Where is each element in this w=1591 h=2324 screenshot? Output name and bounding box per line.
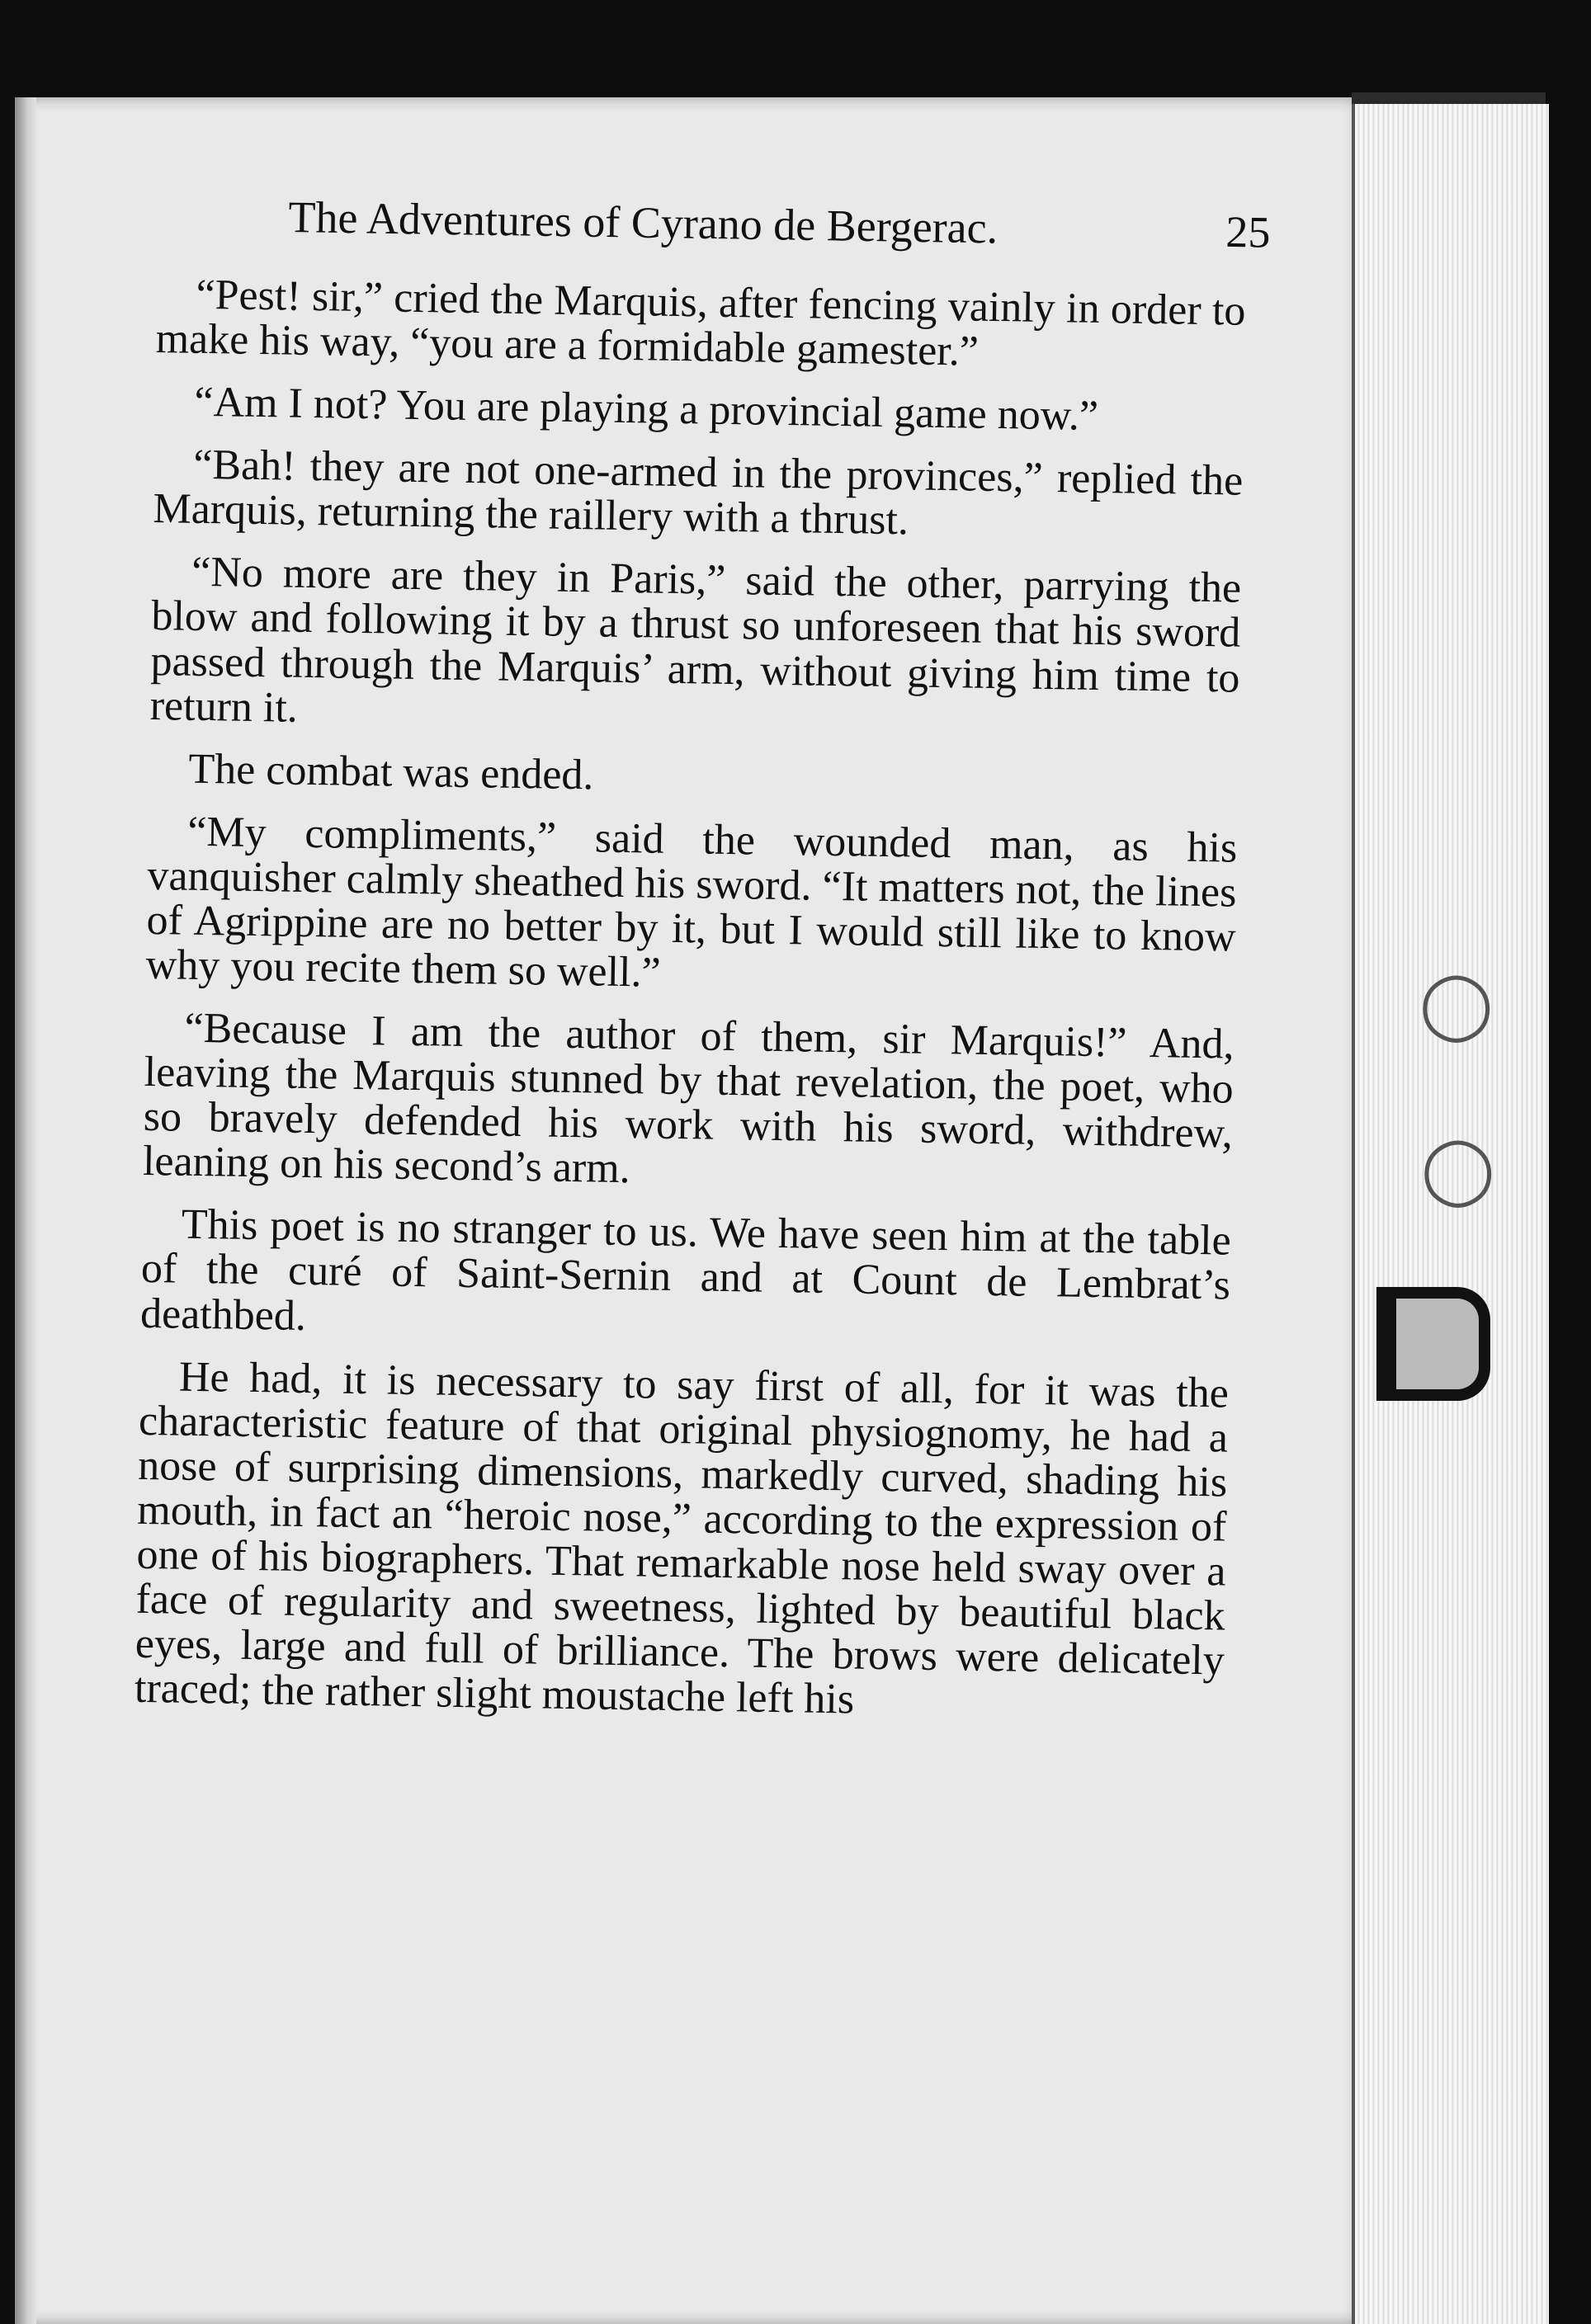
paragraph: This poet is no stranger to us. We have seen him at the table of the curé of Saint-Sernin and at Count de Lembrat’s deathbed. [139,1201,1232,1340]
paragraph: “No more are they in Paris,” said the other, parrying the blow and following it by a thrust so unforeseen that his sword passed through the Marquis’ arm, without giving him time to return it. [149,549,1242,732]
paragraph: “Am I not? You are playing a provincial game now.” [194,378,1099,441]
body-text [134,272,1246,1747]
paragraph: “My compliments,” said the wounded man, as his vanquisher calmly sheathed his sword. “It matters not, the lines of Agrippine are no better by it, but I would still like to know why you recite them so well.” [145,808,1238,997]
page-stack-edge [1352,104,1549,2324]
page-number: 25 [1225,206,1271,257]
margin-ring-mark: ◯ [1419,965,1494,1042]
paragraph: “Pest! sir,” cried the Marquis, after fencing vainly in order to make his way, “you are a formidable gamester.” [155,271,1246,375]
page-gutter [15,97,36,2324]
paragraph: “Because I am the author of them, sir Marquis!” And, leaving the Marquis stunned by that revelation, the poet, who so bravely defended his work with his sword, withdrew, leaning on his second’s arm. [142,1004,1235,1193]
paragraph: He had, it is necessary to say first of all, for it was the characteristic feature of that original physiognomy, he had a nose of surprising dimensions, markedly curved, shading his mouth, in fact an “heroic nose,” according to the expression of one of his biographers. That remarkable nose held sway over a face of regularity and sweetness, lighted by beautiful black eyes, large and full of brilliance. The brows were delicately traced; the rather slight moustache left his [134,1353,1230,1723]
running-title: The Adventures of Cyrano de Bergerac. [288,191,999,253]
margin-clip-mark [1376,1287,1490,1401]
paragraph: The combat was ended. [188,745,594,799]
margin-ring-mark: ◯ [1421,1130,1495,1207]
paragraph: “Bah! they are not one-armed in the provinces,” replied the Marquis, returning the raillery with a thrust. [153,441,1244,544]
